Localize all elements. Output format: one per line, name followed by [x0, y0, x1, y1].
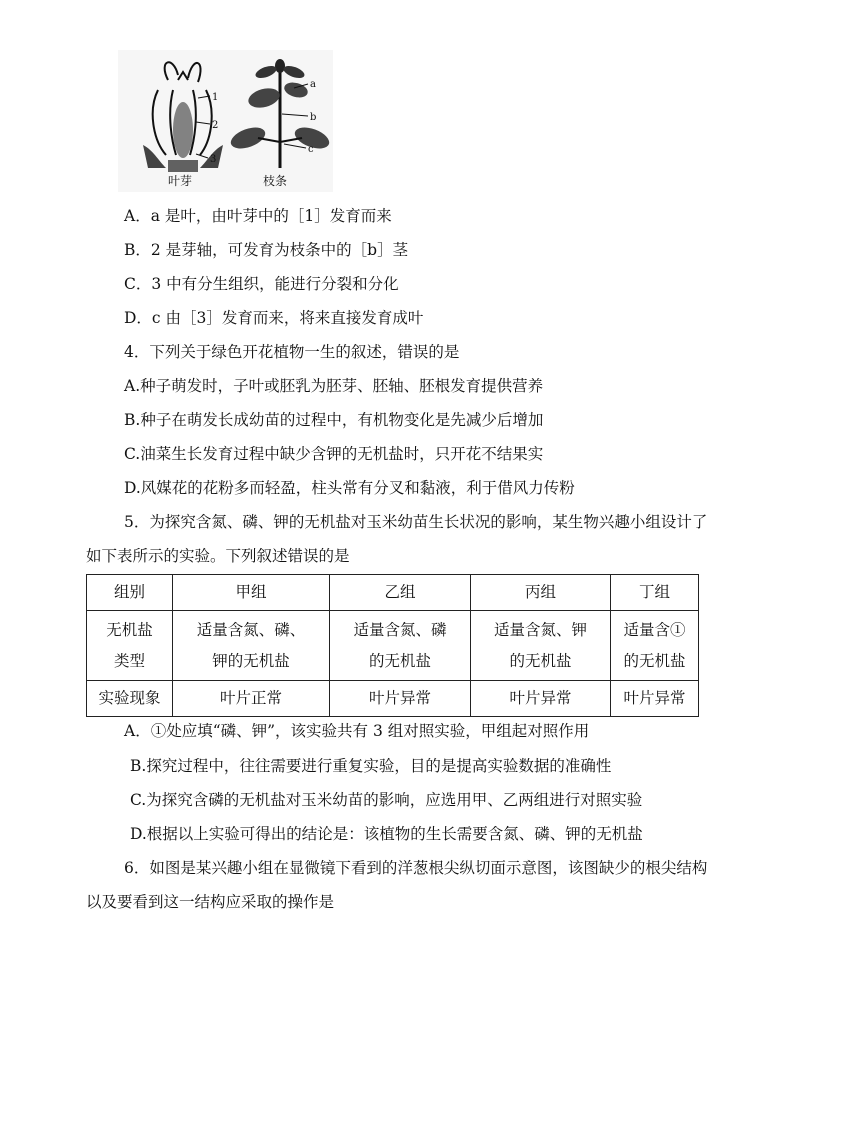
table-cell: [173, 611, 330, 681]
q5-option-d: D.根据以上实验可得出的结论是：该植物的生长需要含氮、磷、钾的无机盐: [130, 825, 643, 843]
q6-stem-line1: 6．如图是某兴趣小组在显微镜下看到的洋葱根尖纵切面示意图，该图缺少的根尖结构: [124, 859, 708, 877]
header-cell-yi: 乙组: [330, 575, 471, 611]
q6-stem-line2: 以及要看到这一结构应采取的操作是: [86, 893, 335, 911]
leaf-bud-label-1: 1: [212, 92, 219, 103]
branch-label-b: b: [310, 112, 317, 123]
q4-option-d: D.风媒花的花粉多而轻盈，柱头常有分叉和黏液，利于借风力传粉: [124, 479, 575, 497]
leaf-bud-and-branch-diagram: [118, 50, 333, 192]
table-row-phenomenon: [87, 681, 699, 717]
header-cell-group: 组别: [87, 575, 173, 611]
table-cell: [471, 611, 611, 681]
q3-option-b: B．2 是芽轴，可发育为枝条中的［b］茎: [124, 241, 409, 259]
cell-line: 适量含氮、磷: [353, 620, 447, 639]
q4-option-b: B.种子在萌发长成幼苗的过程中，有机物变化是先减少后增加: [124, 411, 544, 429]
cell-line: 适量含氮、钾: [493, 620, 587, 639]
cell-line: 适量含氮、磷、: [196, 620, 306, 639]
branch-caption: 枝条: [263, 174, 288, 188]
leaf-bud-label-3: 3: [210, 154, 217, 165]
table-cell: 实验现象: [87, 681, 173, 717]
header-cell-bing: 丙组: [471, 575, 611, 611]
branch-label-c: c: [308, 144, 314, 155]
cell-line: 的无机盐: [623, 651, 686, 670]
cell-line: 钾的无机盐: [212, 651, 290, 670]
q5-option-b: B.探究过程中，往往需要进行重复实验，目的是提高实验数据的准确性: [130, 757, 612, 775]
table-cell: 叶片异常: [330, 681, 471, 717]
cell-line: 类型: [113, 651, 145, 670]
q4-stem: 4．下列关于绿色开花植物一生的叙述，错误的是: [124, 343, 460, 361]
q5-option-c: C.为探究含磷的无机盐对玉米幼苗的影响，应选用甲、乙两组进行对照实验: [130, 791, 643, 809]
q3-option-a: A．a 是叶，由叶芽中的［1］发育而来: [124, 207, 392, 225]
q5-stem-line1: 5．为探究含氮、磷、钾的无机盐对玉米幼苗生长状况的影响，某生物兴趣小组设计了: [124, 513, 708, 531]
q4-option-a: A.种子萌发时，子叶或胚乳为胚芽、胚轴、胚根发育提供营养: [124, 377, 544, 395]
experiment-table: [86, 574, 699, 717]
q3-option-d: D．c 由［3］发育而来，将来直接发育成叶: [124, 309, 424, 327]
table-row-salt-type: [87, 611, 699, 681]
table-cell: [330, 611, 471, 681]
cell-line: 适量含①: [623, 620, 686, 639]
q5-stem-line2: 如下表所示的实验。下列叙述错误的是: [86, 547, 350, 565]
cell-line: 无机盐: [106, 620, 153, 639]
table-header-row: [87, 575, 699, 611]
branch-label-a: a: [310, 79, 316, 90]
table-cell: [611, 611, 699, 681]
header-cell-jia: 甲组: [173, 575, 330, 611]
q4-option-c: C.油菜生长发育过程中缺少含钾的无机盐时，只开花不结果实: [124, 445, 544, 463]
plant-figure: [118, 50, 333, 192]
table-cell: 叶片异常: [471, 681, 611, 717]
leaf-bud-caption: 叶芽: [168, 174, 193, 188]
cell-line: 的无机盐: [509, 651, 572, 670]
leaf-bud-label-2: 2: [212, 120, 219, 131]
q3-option-c: C．3 中有分生组织，能进行分裂和分化: [124, 275, 399, 293]
q5-option-a: A．①处应填“磷、钾”，该实验共有 3 组对照实验，甲组起对照作用: [124, 722, 590, 740]
table-cell: [87, 611, 173, 681]
cell-line: 的无机盐: [368, 651, 431, 670]
table-cell: 叶片正常: [173, 681, 330, 717]
header-cell-ding: 丁组: [611, 575, 699, 611]
table-cell: 叶片异常: [611, 681, 699, 717]
